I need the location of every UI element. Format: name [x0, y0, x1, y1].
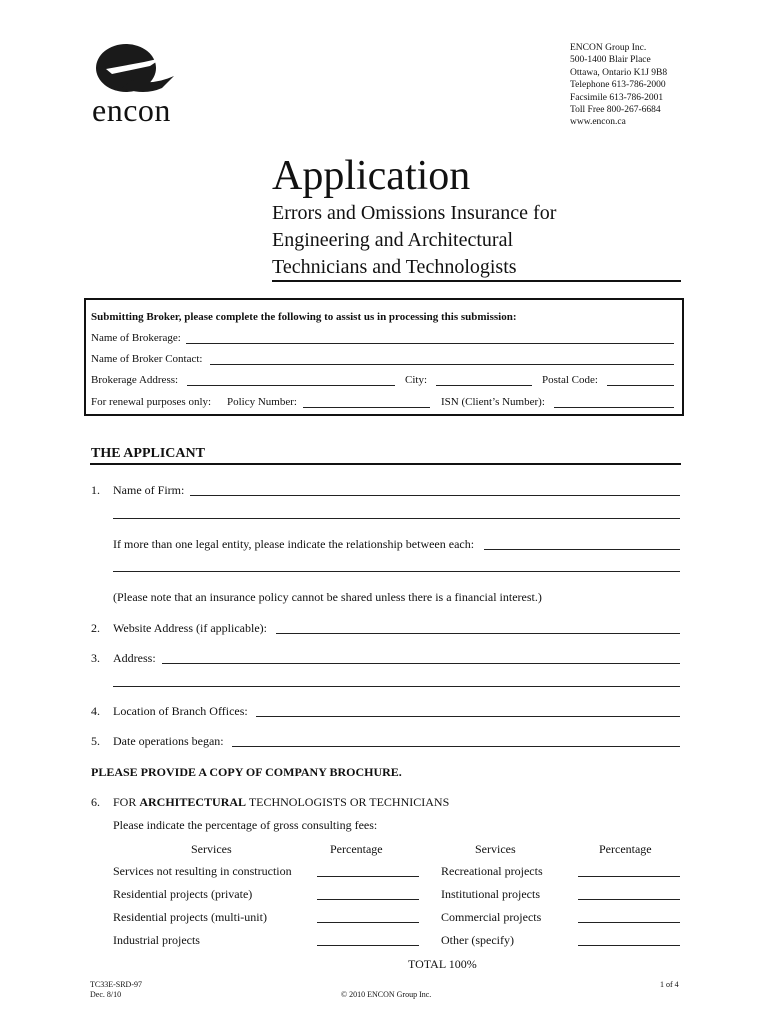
- postal-code-label: Postal Code:: [542, 374, 598, 386]
- firm-name-label: Name of Firm:: [113, 483, 185, 497]
- total-percentage: TOTAL 100%: [408, 957, 477, 971]
- percentage-field[interactable]: [317, 899, 419, 900]
- isn-label: ISN (Client’s Number):: [441, 396, 545, 408]
- city-label: City:: [405, 374, 428, 386]
- copyright: © 2010 ENCON Group Inc.: [341, 990, 432, 999]
- column-header-percentage: Percentage: [330, 842, 383, 856]
- policy-number-label: Policy Number:: [227, 396, 297, 408]
- service-label: Services not resulting in construction: [113, 864, 292, 878]
- service-label: Other (specify): [441, 933, 514, 947]
- postal-code-field[interactable]: [607, 385, 674, 386]
- brokerage-address-field[interactable]: [187, 385, 395, 386]
- q6-prefix: FOR: [113, 795, 140, 809]
- question-number: 2.: [91, 621, 100, 635]
- isn-field[interactable]: [554, 407, 674, 408]
- address-line: Facsimile 613-786-2001: [570, 92, 664, 103]
- percentage-field[interactable]: [317, 922, 419, 923]
- form-code: TC33E-SRD-97: [90, 980, 142, 989]
- service-label: Recreational projects: [441, 864, 543, 878]
- brochure-notice: PLEASE PROVIDE A COPY OF COMPANY BROCHURE.: [91, 765, 402, 779]
- branch-offices-label: Location of Branch Offices:: [113, 704, 248, 718]
- percentage-field[interactable]: [578, 945, 680, 946]
- policy-note: (Please note that an insurance policy cannot be shared unless there is a financial interest.): [113, 590, 542, 604]
- service-label: Residential projects (multi-unit): [113, 910, 267, 924]
- percentage-field[interactable]: [578, 876, 680, 877]
- brokerage-address-label: Brokerage Address:: [91, 374, 179, 386]
- column-header-services: Services: [191, 842, 232, 856]
- percentage-field[interactable]: [317, 945, 419, 946]
- question-number: 5.: [91, 734, 100, 748]
- logo-wordmark: encon: [92, 92, 171, 128]
- date-operations-label: Date operations began:: [113, 734, 224, 748]
- policy-number-field[interactable]: [303, 407, 430, 408]
- address-line: Toll Free 800-267-6684: [570, 105, 661, 116]
- renewal-label: For renewal purposes only:: [91, 396, 212, 408]
- column-header-services: Services: [475, 842, 516, 856]
- title-divider: [272, 280, 681, 282]
- subtitle-line: Errors and Omissions Insurance for: [272, 202, 557, 224]
- address-line: 500-1400 Blair Place: [570, 55, 651, 66]
- page-number: 1 of 4: [660, 980, 679, 989]
- city-field[interactable]: [436, 385, 532, 386]
- page-subtitle: [272, 200, 556, 281]
- percentage-field[interactable]: [317, 876, 419, 877]
- legal-entity-field[interactable]: [484, 549, 680, 550]
- address-line: Ottawa, Ontario K1J 9B8: [570, 67, 668, 78]
- company-address: [570, 42, 667, 129]
- service-label: Industrial projects: [113, 933, 200, 947]
- service-label: Institutional projects: [441, 887, 540, 901]
- fees-instruction: Please indicate the percentage of gross consulting fees:: [113, 818, 378, 832]
- q6-emphasis: ARCHITECTURAL: [139, 795, 247, 809]
- date-operations-field[interactable]: [232, 746, 680, 747]
- question-number: 6.: [91, 795, 100, 809]
- service-label: Commercial projects: [441, 910, 542, 924]
- broker-contact-label: Name of Broker Contact:: [91, 353, 203, 365]
- address-field-line2[interactable]: [113, 686, 680, 687]
- branch-offices-field[interactable]: [256, 716, 680, 717]
- firm-name-field[interactable]: [190, 495, 680, 496]
- address-label: Address:: [113, 651, 156, 665]
- broker-instruction: Submitting Broker, please complete the following to assist us in processing this submission:: [91, 311, 517, 323]
- section-heading-applicant: THE APPLICANT: [91, 446, 205, 461]
- column-header-percentage: Percentage: [599, 842, 652, 856]
- address-field[interactable]: [162, 663, 680, 664]
- architectural-question: [113, 795, 449, 810]
- address-line: Telephone 613-786-2000: [570, 80, 666, 91]
- address-line: www.encon.ca: [570, 117, 626, 128]
- subtitle-line: Engineering and Architectural: [272, 229, 514, 251]
- address-line: ENCON Group Inc.: [570, 43, 647, 53]
- service-label: Residential projects (private): [113, 887, 253, 901]
- encon-logo-mark: [92, 42, 192, 94]
- percentage-field[interactable]: [578, 899, 680, 900]
- percentage-field[interactable]: [578, 922, 680, 923]
- form-date: Dec. 8/10: [90, 990, 122, 999]
- brokerage-name-field[interactable]: [186, 343, 674, 344]
- page-title: Application: [272, 153, 471, 199]
- q6-suffix: TECHNOLOGISTS OR TECHNICIANS: [246, 795, 450, 809]
- question-number: 1.: [91, 483, 100, 497]
- section-divider: [90, 463, 681, 465]
- website-field[interactable]: [276, 633, 680, 634]
- legal-entity-field-line2[interactable]: [113, 571, 680, 572]
- website-label: Website Address (if applicable):: [113, 621, 267, 635]
- legal-entity-label: If more than one legal entity, please indicate the relationship between each:: [113, 537, 475, 551]
- subtitle-line: Technicians and Technologists: [272, 256, 517, 278]
- question-number: 3.: [91, 651, 100, 665]
- brokerage-name-label: Name of Brokerage:: [91, 332, 181, 344]
- question-number: 4.: [91, 704, 100, 718]
- broker-contact-field[interactable]: [210, 364, 674, 365]
- firm-name-field-line2[interactable]: [113, 518, 680, 519]
